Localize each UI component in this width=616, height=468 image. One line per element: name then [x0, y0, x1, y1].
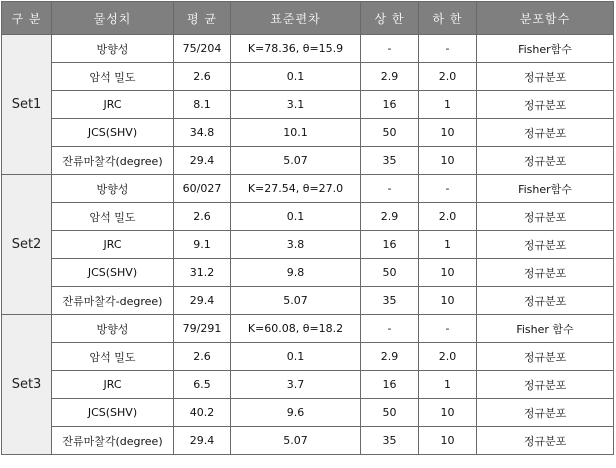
table-row [2, 371, 614, 399]
lower-limit-cell: 10 [419, 427, 477, 455]
table-row [2, 203, 614, 231]
table-row [2, 35, 614, 63]
property-cell: 암석 밀도 [52, 63, 174, 91]
header-distribution: 분포함수 [477, 2, 614, 35]
table-row [2, 399, 614, 427]
std-dev-cell: K=60.08, θ=18.2 [231, 315, 361, 343]
property-cell: 잔류마찰각(degree) [52, 427, 174, 455]
std-dev-cell: 0.1 [231, 203, 361, 231]
std-dev-cell: 10.1 [231, 119, 361, 147]
header-mean: 평 균 [174, 2, 231, 35]
table-row [2, 287, 614, 315]
std-dev-cell: 0.1 [231, 343, 361, 371]
std-dev-cell: 5.07 [231, 147, 361, 175]
distribution-cell: 정규분포 [477, 231, 614, 259]
header-property: 물성치 [52, 2, 174, 35]
table-container [1, 1, 614, 455]
mean-cell: 6.5 [174, 371, 231, 399]
lower-limit-cell: 2.0 [419, 203, 477, 231]
std-dev-cell: 5.07 [231, 287, 361, 315]
distribution-cell: 정규분포 [477, 399, 614, 427]
table-row [2, 427, 614, 455]
mean-cell: 29.4 [174, 427, 231, 455]
header-upper-limit: 상 한 [361, 2, 419, 35]
table-row [2, 119, 614, 147]
distribution-cell: 정규분포 [477, 119, 614, 147]
lower-limit-cell: - [419, 175, 477, 203]
distribution-cell: Fisher 함수 [477, 315, 614, 343]
lower-limit-cell: 10 [419, 399, 477, 427]
mean-cell: 8.1 [174, 91, 231, 119]
lower-limit-cell: - [419, 35, 477, 63]
property-cell: JCS(SHV) [52, 119, 174, 147]
table-header [2, 2, 614, 35]
rock-property-table [1, 1, 614, 455]
set-label: Set1 [2, 35, 52, 175]
std-dev-cell: 9.8 [231, 259, 361, 287]
property-cell: JRC [52, 371, 174, 399]
header-division: 구 분 [2, 2, 52, 35]
upper-limit-cell: 2.9 [361, 203, 419, 231]
upper-limit-cell: 16 [361, 91, 419, 119]
mean-cell: 40.2 [174, 399, 231, 427]
property-cell: 방향성 [52, 315, 174, 343]
property-cell: JRC [52, 91, 174, 119]
std-dev-cell: 5.07 [231, 427, 361, 455]
upper-limit-cell: 35 [361, 287, 419, 315]
table-row [2, 175, 614, 203]
mean-cell: 2.6 [174, 343, 231, 371]
distribution-cell: 정규분포 [477, 371, 614, 399]
lower-limit-cell: 10 [419, 259, 477, 287]
distribution-cell: 정규분포 [477, 287, 614, 315]
upper-limit-cell: 35 [361, 147, 419, 175]
upper-limit-cell: 50 [361, 119, 419, 147]
mean-cell: 34.8 [174, 119, 231, 147]
mean-cell: 2.6 [174, 203, 231, 231]
header-row [2, 2, 614, 35]
distribution-cell: 정규분포 [477, 259, 614, 287]
table-row [2, 147, 614, 175]
upper-limit-cell: 2.9 [361, 343, 419, 371]
mean-cell: 75/204 [174, 35, 231, 63]
upper-limit-cell: 50 [361, 259, 419, 287]
upper-limit-cell: 2.9 [361, 63, 419, 91]
table-row [2, 91, 614, 119]
distribution-cell: Fisher함수 [477, 175, 614, 203]
std-dev-cell: 0.1 [231, 63, 361, 91]
table-row [2, 259, 614, 287]
std-dev-cell: K=78.36, θ=15.9 [231, 35, 361, 63]
distribution-cell: 정규분포 [477, 147, 614, 175]
property-cell: 방향성 [52, 175, 174, 203]
upper-limit-cell: 16 [361, 231, 419, 259]
lower-limit-cell: 10 [419, 119, 477, 147]
distribution-cell: 정규분포 [477, 427, 614, 455]
mean-cell: 29.4 [174, 147, 231, 175]
property-cell: 방향성 [52, 35, 174, 63]
mean-cell: 2.6 [174, 63, 231, 91]
property-cell: 잔류마찰각(degree) [52, 147, 174, 175]
std-dev-cell: 3.8 [231, 231, 361, 259]
upper-limit-cell: 16 [361, 371, 419, 399]
lower-limit-cell: 1 [419, 231, 477, 259]
distribution-cell: 정규분포 [477, 203, 614, 231]
lower-limit-cell: 1 [419, 371, 477, 399]
mean-cell: 60/027 [174, 175, 231, 203]
table-row [2, 343, 614, 371]
lower-limit-cell: 1 [419, 91, 477, 119]
table-row [2, 315, 614, 343]
property-cell: JCS(SHV) [52, 259, 174, 287]
table-row [2, 63, 614, 91]
table-body [2, 35, 614, 455]
distribution-cell: 정규분포 [477, 91, 614, 119]
header-lower-limit: 하 한 [419, 2, 477, 35]
property-cell: 잔류마찰각-degree) [52, 287, 174, 315]
table-row [2, 231, 614, 259]
std-dev-cell: 3.1 [231, 91, 361, 119]
lower-limit-cell: 10 [419, 147, 477, 175]
lower-limit-cell: 2.0 [419, 63, 477, 91]
lower-limit-cell: 10 [419, 287, 477, 315]
std-dev-cell: 3.7 [231, 371, 361, 399]
std-dev-cell: 9.6 [231, 399, 361, 427]
distribution-cell: Fisher함수 [477, 35, 614, 63]
header-std-dev: 표준편차 [231, 2, 361, 35]
set-label: Set2 [2, 175, 52, 315]
upper-limit-cell: 35 [361, 427, 419, 455]
property-cell: 암석 밀도 [52, 343, 174, 371]
property-cell: JCS(SHV) [52, 399, 174, 427]
distribution-cell: 정규분포 [477, 63, 614, 91]
upper-limit-cell: - [361, 315, 419, 343]
property-cell: JRC [52, 231, 174, 259]
mean-cell: 29.4 [174, 287, 231, 315]
lower-limit-cell: - [419, 315, 477, 343]
std-dev-cell: K=27.54, θ=27.0 [231, 175, 361, 203]
upper-limit-cell: 50 [361, 399, 419, 427]
property-cell: 암석 밀도 [52, 203, 174, 231]
set-label: Set3 [2, 315, 52, 455]
upper-limit-cell: - [361, 175, 419, 203]
mean-cell: 31.2 [174, 259, 231, 287]
lower-limit-cell: 2.0 [419, 343, 477, 371]
mean-cell: 79/291 [174, 315, 231, 343]
upper-limit-cell: - [361, 35, 419, 63]
distribution-cell: 정규분포 [477, 343, 614, 371]
mean-cell: 9.1 [174, 231, 231, 259]
